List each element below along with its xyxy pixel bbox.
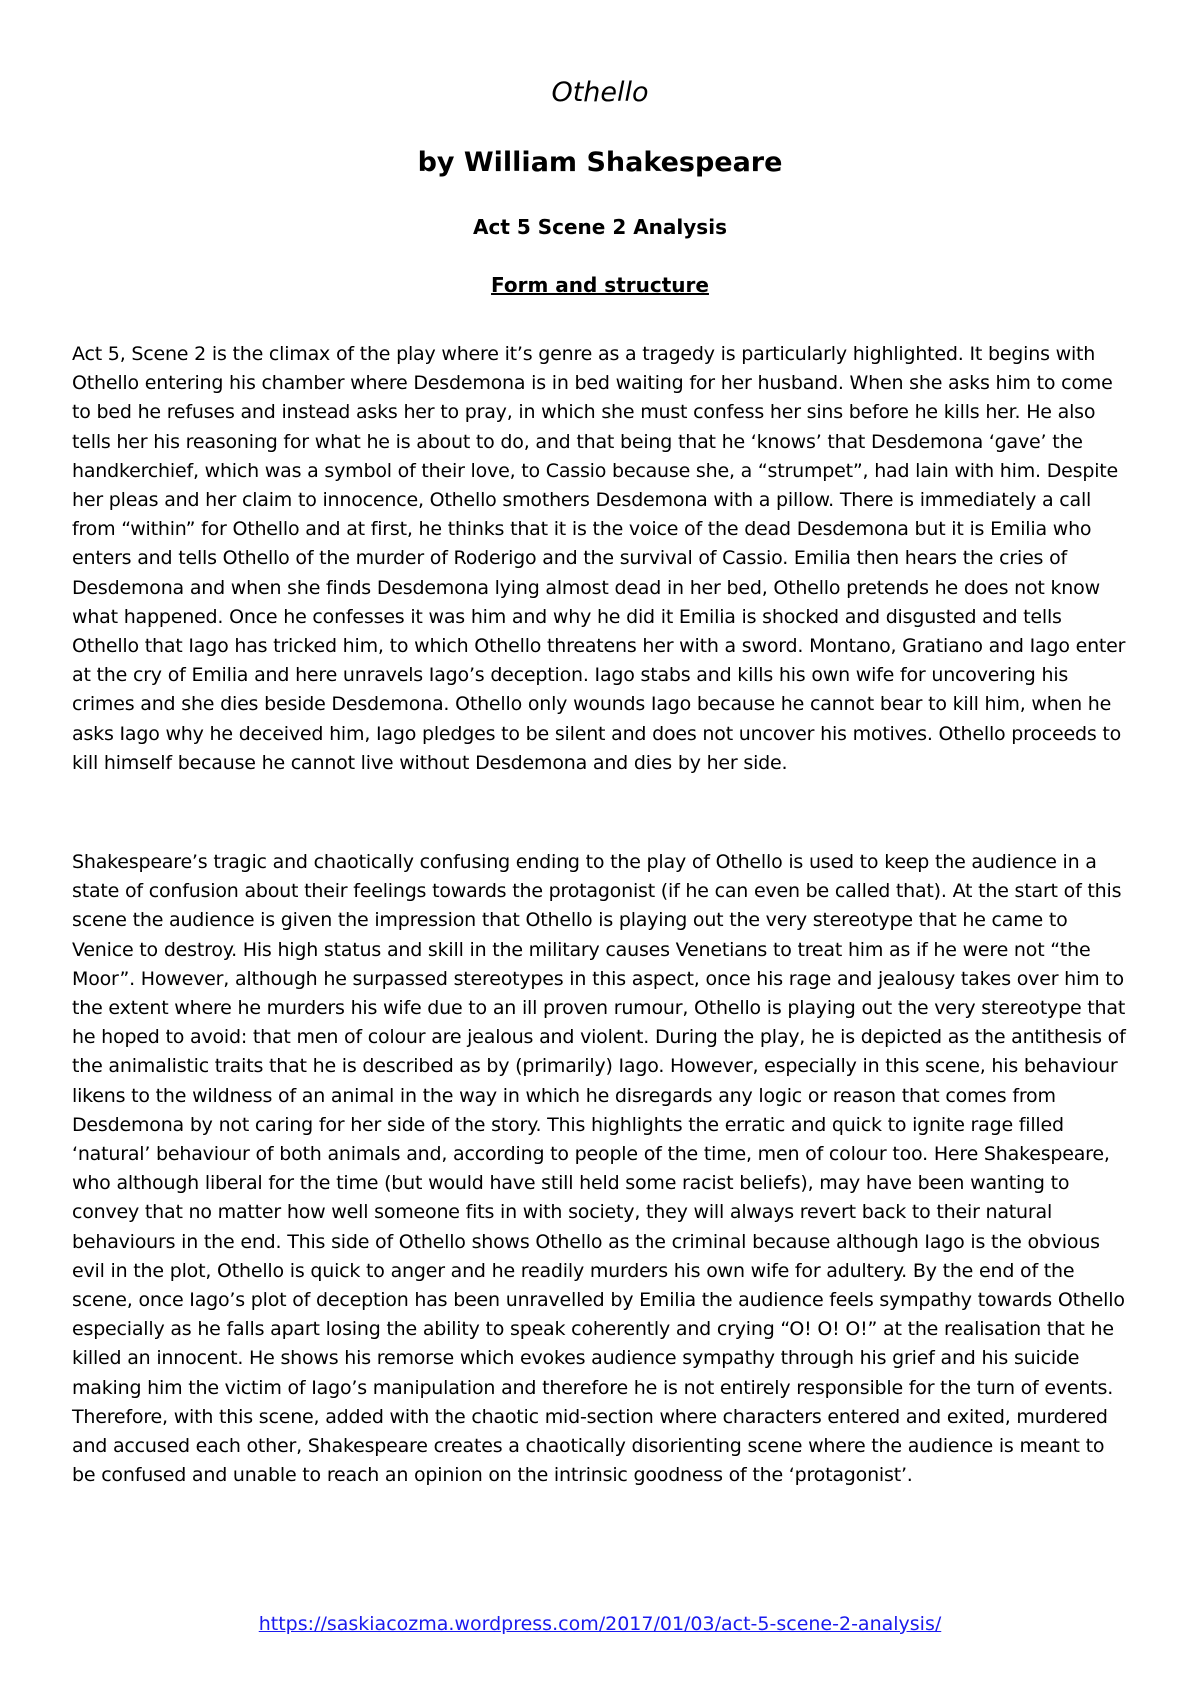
document-subtitle: Act 5 Scene 2 Analysis xyxy=(473,215,727,239)
body-paragraph-2: Shakespeare’s tragic and chaotically confusing ending to the play of Othello is used to keep the audience in a state of confusion about their feelings towards the protagonist (if he can even be called that). At the start of this scene the audience is given the impression that Othello is playing out the very stereotype that he came to Venice to destroy. His high status and skill in the military causes Venetians to treat him as if he were not “the Moor”. However, although he surpassed stereotypes in this aspect, once his rage and jealousy takes over him to the extent where he murders his wife due to an ill proven rumour, Othello is playing out the very stereotype that he hoped to avoid: that men of colour are jealous and violent. During the play, he is depicted as the antithesis of the animalistic traits that he is described as by (primarily) Iago. However, especially in this scene, his behaviour likens to the wildness of an animal in the way in which he disregards any logic or reason that comes from Desdemona by not caring for her side of the story. This highlights the erratic and quick to ignite rage filled ‘natural’ behaviour of both animals and, according to people of the time, men of colour too. Here Shakespeare, who although liberal for the time (but would have still held some racist beliefs), may have been wanting to convey that no matter how well someone fits in with society, they will always revert back to their natural behaviours in the end. This side of Othello shows Othello as the criminal because although Iago is the obvious evil in the plot, Othello is quick to anger and he readily murders his own wife for adultery. By the end of the scene, once Iago’s plot of deception has been unravelled by Emilia the audience feels sympathy towards Othello especially as he falls apart losing the ability to speak coherently and crying “O! O! O!” at the realisation that he killed an innocent. He shows his remorse which evokes audience sympathy through his grief and his suicide making him the victim of Iago’s manipulation and therefore he is not entirely responsible for the turn of events. Therefore, with this scene, added with the chaotic mid-section where characters entered and exited, murdered and accused each other, Shakespeare creates a chaotically disorienting scene where the audience is meant to be confused and unable to reach an opinion on the intrinsic goodness of the ‘protagonist’. xyxy=(72,851,1126,1487)
document-author: by William Shakespeare xyxy=(417,147,783,178)
source-link[interactable]: https://saskiacozma.wordpress.com/2017/01/03/act-5-scene-2-analysis/ xyxy=(258,1613,942,1635)
section-heading: Form and structure xyxy=(491,273,709,297)
document-title: Othello xyxy=(551,77,649,108)
body-paragraph-1: Act 5, Scene 2 is the climax of the play where it’s genre as a tragedy is particularly highlighted. It begins with Othello entering his chamber where Desdemona is in bed waiting for her husband. When she asks him to come to bed he refuses and instead asks her to pray, in which she must confess her sins before he kills her. He also tells her his reasoning for what he is about to do, and that being that he ‘knows’ that Desdemona ‘gave’ the handkerchief, which was a symbol of their love, to Cassio because she, a “strumpet”, had lain with him. Despite her pleas and her claim to innocence, Othello smothers Desdemona with a pillow. There is immediately a call from “within” for Othello and at first, he thinks that it is the voice of the dead Desdemona but it is Emilia who enters and tells Othello of the murder of Roderigo and the survival of Cassio. Emilia then hears the cries of Desdemona and when she finds Desdemona lying almost dead in her bed, Othello pretends he does not know what happened. Once he confesses it was him and why he did it Emilia is shocked and disgusted and tells Othello that Iago has tricked him, to which Othello threatens her with a sword. Montano, Gratiano and Iago enter at the cry of Emilia and here unravels Iago’s deception. Iago stabs and kills his own wife for uncovering his crimes and she dies beside Desdemona. Othello only wounds Iago because he cannot bear to kill him, when he asks Iago why he deceived him, Iago pledges to be silent and does not uncover his motives. Othello proceeds to kill himself because he cannot live without Desdemona and dies by her side. xyxy=(72,343,1126,774)
